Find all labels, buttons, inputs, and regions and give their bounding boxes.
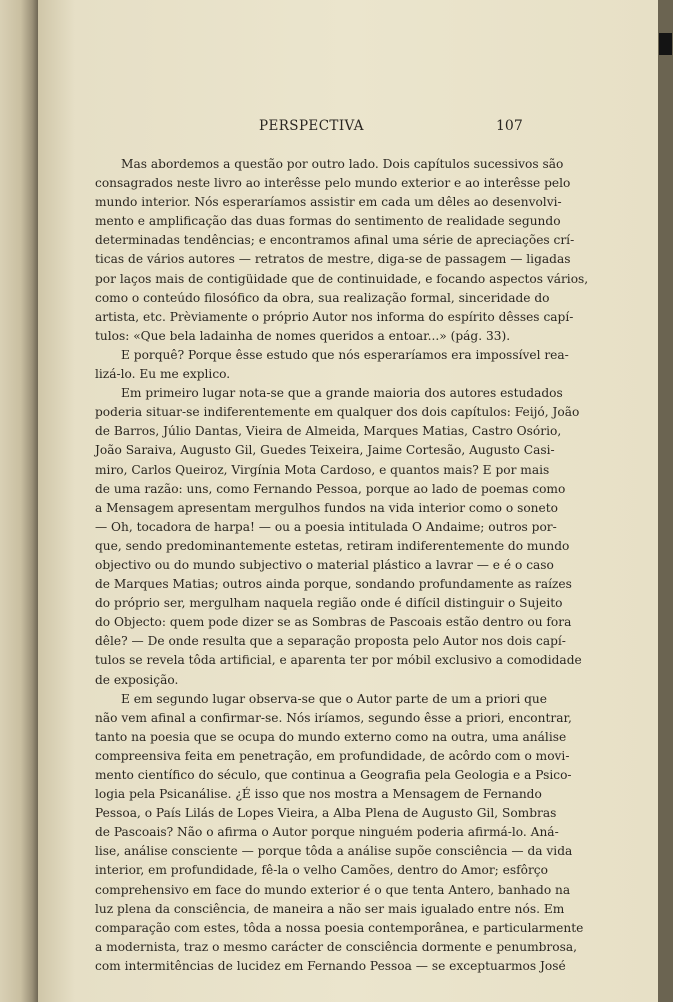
text-line: compreensiva feita em penetração, em profundidade, de acôrdo com o movi- (95, 748, 570, 763)
text-line: João Saraiva, Augusto Gil, Guedes Teixeira, Jaime Cortesão, Augusto Casi- (95, 443, 555, 458)
text-line: como o conteúdo filosófico da obra, sua realização formal, sinceridade do (95, 290, 550, 305)
text-line: comprehensivo em face do mundo exterior é o que tenta Antero, banhado na (95, 882, 571, 897)
text-line: luz plena da consciência, de maneira a não ser mais igualado entre nós. Em (95, 901, 565, 916)
text-line: — Oh, tocadora de harpa! — ou a poesia intitulada O Andaime; outros por- (95, 519, 557, 534)
text-line: de Marques Matias; outros ainda porque, sondando profundamente as raízes (95, 577, 572, 592)
text-line: mundo interior. Nós esperaríamos assistir em cada um dêles ao desenvolvi- (95, 195, 562, 210)
text-line: determinadas tendências; e encontramos afinal uma série de apreciações crí- (95, 233, 575, 248)
text-line: E porquê? Porque êsse estudo que nós esperaríamos era impossível rea- (121, 347, 569, 362)
text-line: dêle? — De onde resulta que a separação proposta pelo Autor nos dois capí- (95, 634, 566, 649)
text-line: que, sendo predominantemente estetas, retiram indiferentemente do mundo (95, 538, 570, 553)
body-text (95, 155, 589, 976)
text-line: lizá-lo. Eu me explico. (95, 367, 231, 382)
text-line: por laços mais de contigüidade que de continuidade, e focando aspectos vários, (95, 271, 589, 286)
text-line: ticas de vários autores — retratos de mestre, diga-se de passagem — ligadas (95, 252, 571, 267)
text-line: a Mensagem apresentam mergulhos fundos na vida interior como o soneto (95, 500, 558, 515)
text-line: de exposição. (95, 672, 179, 687)
text-line: mento e amplificação das duas formas do sentimento de realidade segundo (95, 214, 561, 229)
running-head-title: PERSPECTIVA (259, 118, 364, 134)
text-line: do próprio ser, mergulham naquela região onde é difícil distinguir o Sujeito (95, 596, 563, 611)
text-line: Em primeiro lugar nota-se que a grande maioria dos autores estudados (121, 386, 563, 401)
running-head (38, 118, 658, 138)
text-line: consagrados neste livro ao interêsse pelo mundo exterior e ao interêsse pelo (95, 176, 571, 191)
text-line: poderia situar-se indiferentemente em qualquer dos dois capítulos: Feijó, João (95, 405, 580, 420)
text-line: objectivo ou do mundo subjectivo o material plástico a lavrar — e é o caso (95, 557, 554, 572)
text-line: E em segundo lugar observa-se que o Autor parte de um a priori que (121, 691, 547, 706)
text-line: lise, análise consciente — porque tôda a análise supõe consciência — da vida (95, 844, 573, 859)
text-line: Pessoa, o País Lilás de Lopes Vieira, a Alba Plena de Augusto Gil, Sombras (95, 806, 557, 821)
text-line: Mas abordemos a questão por outro lado. Dois capítulos sucessivos são (121, 157, 564, 171)
book-gutter (0, 0, 38, 1002)
text-line: do Objecto: quem pode dizer se as Sombras de Pascoais estão dentro ou fora (95, 615, 572, 630)
page-marker (659, 33, 672, 55)
text-line: com intermitências de lucidez em Fernando Pessoa — se exceptuarmos José (95, 958, 566, 973)
text-line: interior, em profundidade, fê-la o velho Camões, dentro do Amor; esfôrço (95, 863, 548, 878)
text-line: miro, Carlos Queiroz, Virgínia Mota Cardoso, e quantos mais? E por mais (95, 462, 550, 477)
text-line: tanto na poesia que se ocupa do mundo externo como na outra, uma análise (95, 729, 567, 744)
text-line: de Pascoais? Não o afirma o Autor porque ninguém poderia afirmá-lo. Aná- (95, 825, 559, 840)
page-number: 107 (496, 118, 523, 134)
text-line: tulos: «Que bela ladainha de nomes queridos a entoar...» (pág. 33). (95, 328, 511, 343)
book-page (38, 0, 658, 1002)
text-line: a modernista, traz o mesmo carácter de consciência dormente e penumbrosa, (95, 939, 577, 954)
text-line: logia pela Psicanálise. ¿É isso que nos mostra a Mensagem de Fernando (95, 787, 542, 802)
text-line: comparação com estes, tôda a nossa poesia contemporânea, e particularmente (95, 920, 584, 935)
text-line: mento científico do século, que continua a Geografia pela Geologia e a Psico- (95, 768, 572, 782)
text-line: tulos se revela tôda artificial, e aparenta ter por móbil exclusivo a comodidade (95, 653, 582, 668)
text-line: de Barros, Júlio Dantas, Vieira de Almeida, Marques Matias, Castro Osório, (95, 424, 562, 439)
text-line: não vem afinal a confirmar-se. Nós iríamos, segundo êsse a priori, encontrar, (95, 710, 572, 725)
page-edge (658, 0, 673, 1002)
text-line: artista, etc. Prèviamente o próprio Autor nos informa do espírito dêsses capí- (95, 309, 574, 324)
text-line: de uma razão: uns, como Fernando Pessoa, porque ao lado de poemas como (95, 481, 566, 496)
